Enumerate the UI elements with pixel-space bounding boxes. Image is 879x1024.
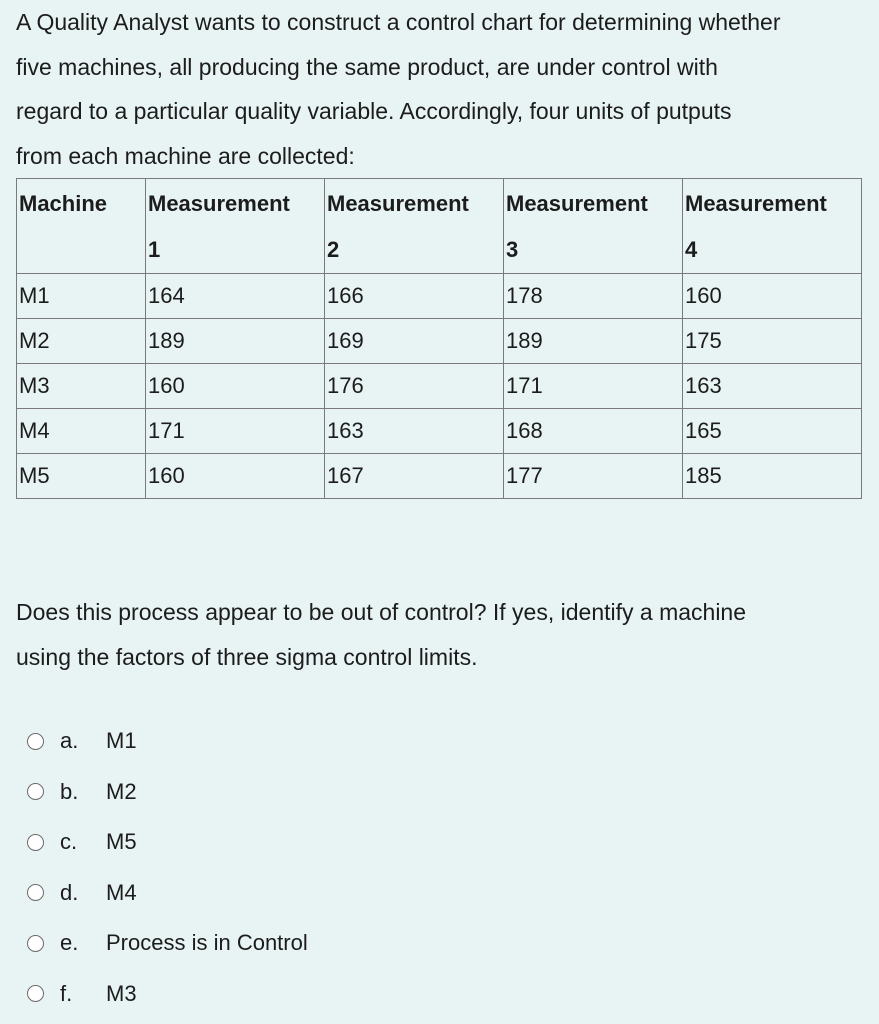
option-letter: c. xyxy=(60,829,78,855)
table-cell: 185 xyxy=(683,454,862,499)
table-cell: 189 xyxy=(504,319,683,364)
prompt-line: Does this process appear to be out of control? If yes, identify a machine xyxy=(16,599,747,625)
option-label: M4 xyxy=(106,879,137,905)
prompt-line: using the factors of three sigma control limits. xyxy=(16,644,478,670)
table-cell: 164 xyxy=(146,274,325,319)
option-label: M5 xyxy=(106,829,137,855)
table-row xyxy=(17,319,862,364)
table-row xyxy=(17,454,862,499)
option-label: M3 xyxy=(106,980,137,1006)
table-header-row xyxy=(17,179,862,274)
header-measurement-2: Measurement 2 xyxy=(325,179,504,274)
option-e[interactable] xyxy=(27,918,308,969)
option-b[interactable] xyxy=(27,767,308,818)
table-cell: 175 xyxy=(683,319,862,364)
option-label: M2 xyxy=(106,778,137,804)
header-measurement-1: Measurement 1 xyxy=(146,179,325,274)
option-letter: e. xyxy=(60,930,79,956)
table-cell: 165 xyxy=(683,409,862,454)
option-c[interactable] xyxy=(27,817,308,868)
table-cell: M1 xyxy=(17,274,146,319)
table-cell: 171 xyxy=(504,364,683,409)
table-cell: M4 xyxy=(17,409,146,454)
table-cell: 167 xyxy=(325,454,504,499)
table-row xyxy=(17,364,862,409)
table-cell: 171 xyxy=(146,409,325,454)
table-cell: 160 xyxy=(683,274,862,319)
radio-button[interactable] xyxy=(27,935,44,952)
header-measurement-4: Measurement 4 xyxy=(683,179,862,274)
table-cell: 176 xyxy=(325,364,504,409)
option-letter: a. xyxy=(60,728,79,754)
measurement-table xyxy=(16,178,862,499)
intro-line: regard to a particular quality variable. Accordingly, four units of putputs xyxy=(16,98,732,124)
radio-button[interactable] xyxy=(27,733,44,750)
table-cell: M5 xyxy=(17,454,146,499)
table-cell: 166 xyxy=(325,274,504,319)
table-cell: 160 xyxy=(146,364,325,409)
table-cell: 177 xyxy=(504,454,683,499)
option-letter: d. xyxy=(60,879,79,905)
radio-button[interactable] xyxy=(27,884,44,901)
question-intro xyxy=(16,0,871,178)
question-prompt xyxy=(16,590,871,680)
table-cell: 160 xyxy=(146,454,325,499)
radio-button[interactable] xyxy=(27,985,44,1002)
radio-button[interactable] xyxy=(27,783,44,800)
table-row xyxy=(17,274,862,319)
option-label: Process is in Control xyxy=(106,930,308,956)
table-cell: 163 xyxy=(325,409,504,454)
header-measurement-3: Measurement 3 xyxy=(504,179,683,274)
answer-options xyxy=(27,716,308,1019)
option-letter: b. xyxy=(60,778,79,804)
intro-line: A Quality Analyst wants to construct a control chart for determining whether xyxy=(16,9,781,35)
option-d[interactable] xyxy=(27,868,308,919)
radio-button[interactable] xyxy=(27,834,44,851)
table-cell: 178 xyxy=(504,274,683,319)
option-label: M1 xyxy=(106,728,137,754)
header-machine: Machine xyxy=(17,179,146,274)
table-cell: 163 xyxy=(683,364,862,409)
table-cell: 169 xyxy=(325,319,504,364)
table-cell: M3 xyxy=(17,364,146,409)
option-letter: f. xyxy=(60,980,73,1006)
table-cell: 168 xyxy=(504,409,683,454)
option-a[interactable] xyxy=(27,716,308,767)
table-row xyxy=(17,409,862,454)
intro-line: from each machine are collected: xyxy=(16,142,355,169)
table-cell: M2 xyxy=(17,319,146,364)
option-f[interactable] xyxy=(27,969,308,1020)
table-cell: 189 xyxy=(146,319,325,364)
intro-line: five machines, all producing the same product, are under control with xyxy=(16,53,718,80)
